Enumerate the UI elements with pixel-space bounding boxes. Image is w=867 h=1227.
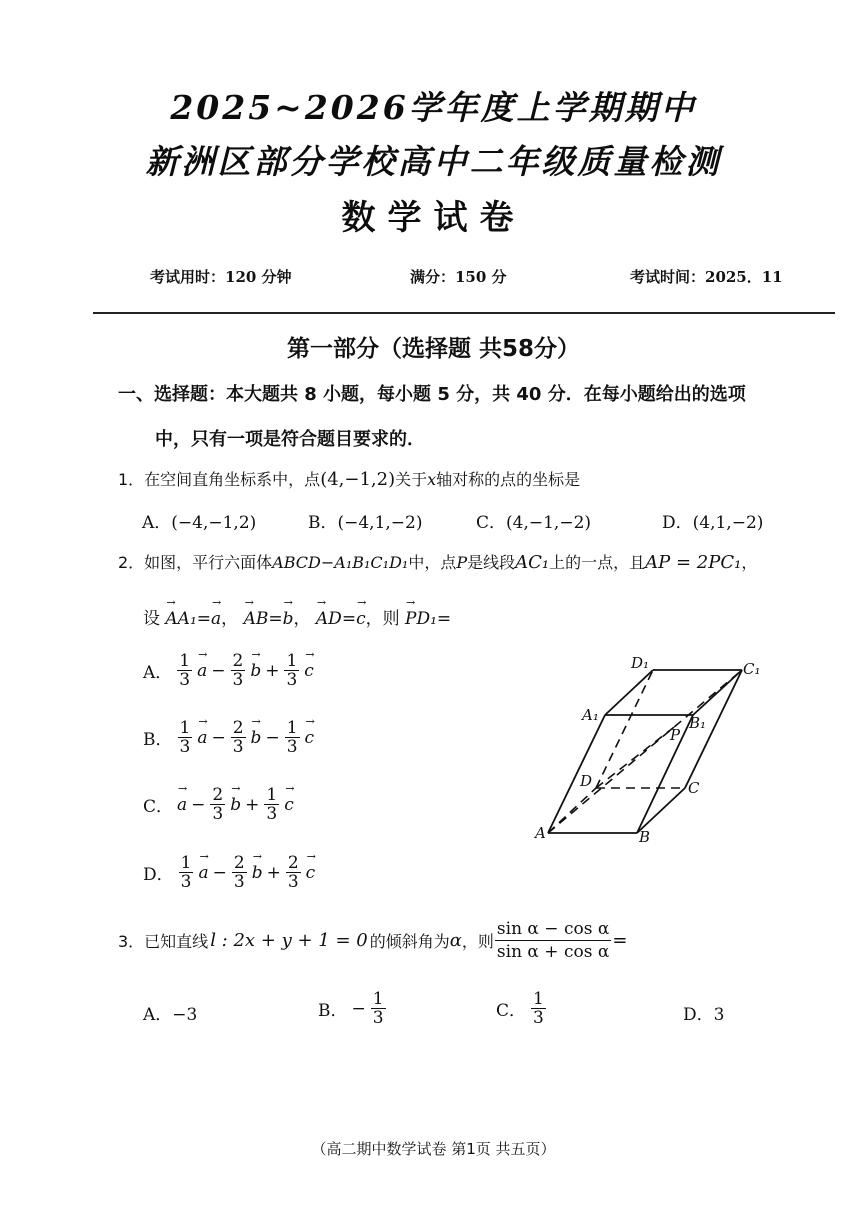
question-3-option-d: D．3: [683, 1005, 725, 1025]
parallelepiped-figure: [525, 650, 770, 850]
question-2-option-b: B． $\frac{1}{3}$ → a − $\frac{2}{3}$ → b − $\frac{1}{3}$ → c: [143, 719, 314, 756]
question-2-option-c: C． → a − $\frac{2}{3}$ → b + $\frac{1}{3}$ → c: [143, 786, 294, 823]
question-2-stem: 2．如图，平行六面体ABCD−A₁B₁C₁D₁中，点P是线段AC₁上的一点，且AP = 2PC₁，: [118, 552, 758, 573]
question-3-stem: 3．已知直线 l : 2x + y + 1 = 0 的倾斜角为 α ，则 $\frac{\text{sin α − cos α}}{\text{sin α + cos α}}$ =: [118, 919, 628, 962]
vertex-label-c1: C₁: [743, 660, 761, 678]
question-3-option-c: C． $\frac{1}{3}$: [496, 989, 544, 1028]
question-1-option-a: A．(−4,−1,2): [142, 513, 257, 533]
section1-instruction-line2: 中，只有一项是符合题目要求的．: [155, 429, 425, 450]
part1-title: 第一部分（选择题 共58分）: [286, 336, 580, 362]
exam-duration: 考试用时：120 分钟: [150, 268, 292, 286]
question-2-option-a: A． $\frac{1}{3}$ → a − $\frac{2}{3}$ → b + $\frac{1}{3}$ → c: [143, 652, 314, 689]
vertex-label-a: A: [535, 824, 546, 842]
vertex-label-b: B: [639, 828, 651, 846]
vertex-label-a1: A₁: [582, 706, 599, 724]
exam-title-line3: 数学试卷: [341, 198, 526, 238]
vertex-label-c: C: [688, 779, 700, 797]
question-1-option-c: C．(4,−1,−2): [476, 513, 592, 533]
question-2-option-d: D． $\frac{1}{3}$ → a − $\frac{2}{3}$ → b + $\frac{2}{3}$ → c: [143, 854, 315, 891]
question-1-stem: 1．在空间直角坐标系中，点(4,−1,2)关于x轴对称的点的坐标是: [118, 469, 581, 490]
exam-title-line2: 新洲区部分学校高中二年级质量检测: [145, 142, 722, 181]
exam-date: 考试时间：2025．11: [630, 268, 783, 286]
page-footer: （高二期中数学试卷 第1页 共五页）: [311, 1140, 556, 1158]
question-2-vector-setup: 设 → AA₁=→ a， → AB=→ b， → AD=→ c，则 → PD₁=: [143, 604, 451, 629]
section1-instruction-line1: 一、选择题：本大题共 8 小题，每小题 5 分，共 40 分．在每小题给出的选项: [118, 384, 746, 405]
vertex-label-d1: D₁: [631, 654, 650, 672]
exam-title-line1: 2025~2026学年度上学期期中: [170, 88, 697, 127]
question-1-option-d: D．(4,1,−2): [662, 513, 764, 533]
question-3-option-b: B． − $\frac{1}{3}$: [318, 989, 384, 1028]
point-label-p: P: [670, 726, 681, 744]
vertex-label-d: D: [580, 772, 593, 790]
header-divider: [93, 312, 835, 314]
question-3-option-a: A．−3: [143, 1005, 198, 1025]
question-1-option-b: B．(−4,1,−2): [308, 513, 423, 533]
exam-full-score: 满分：150 分: [410, 268, 507, 286]
vertex-label-b1: B₁: [689, 714, 707, 732]
